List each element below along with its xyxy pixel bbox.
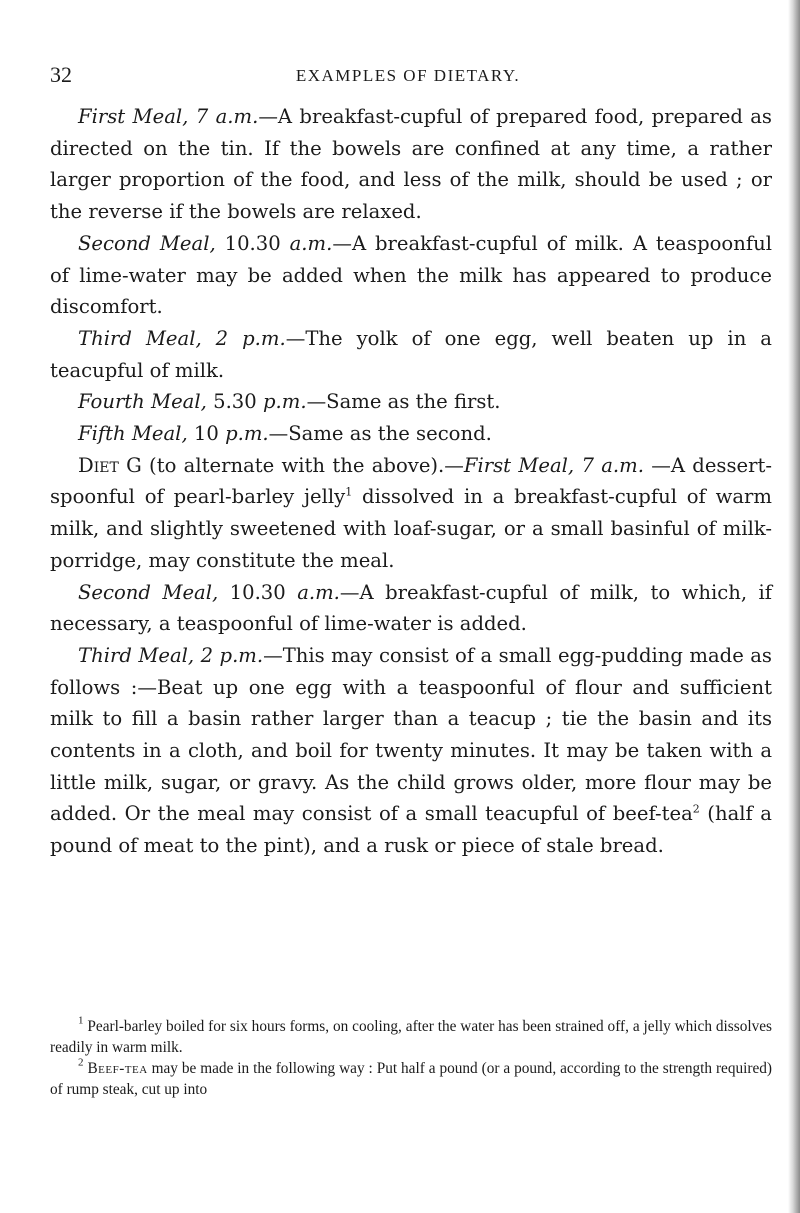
paragraph-text: —A breakfast-cupful of prepared food, prepared as directed on the tin. If the bowels are confined at any time, a rather larger proportion of the food, and less of the milk, should be used ; or the reverse if the bowels are relaxed. xyxy=(50,105,772,224)
page-header xyxy=(50,62,766,92)
meal-label: Third Meal, xyxy=(78,326,202,350)
paragraph-fourth-meal xyxy=(50,386,772,418)
paragraph-second-meal xyxy=(50,228,772,323)
page-edge-shadow xyxy=(788,0,800,1213)
footnote-mark: 2 xyxy=(78,1056,84,1069)
page-number: 32 xyxy=(50,62,72,87)
meal-label: Second Meal, xyxy=(78,580,219,604)
meal-hour: 10 xyxy=(187,422,226,446)
footnote-term: Beef-tea xyxy=(87,1060,148,1077)
paragraph-diet-g xyxy=(50,450,772,577)
paragraph-second-meal-g xyxy=(50,577,772,640)
paragraph-text: —Same as the first. xyxy=(306,390,501,414)
footnotes xyxy=(50,1016,772,1100)
meal-ampm: a.m. xyxy=(297,580,340,604)
footnote-text: Pearl-barley boiled for six hours forms, on cooling, after the water has been strained off, a jelly which dissolves readily in warm milk. xyxy=(50,1018,772,1056)
meal-label: Third Meal, xyxy=(78,643,195,667)
footnote-mark: 1 xyxy=(78,1014,84,1027)
running-head: EXAMPLES OF DIETARY. xyxy=(295,66,521,85)
paragraph-text: —A dessert-spoonful of pearl-barley jelly xyxy=(50,453,772,509)
meal-hour: 10.30 xyxy=(218,580,298,604)
paragraph-text: —This may consist of a small egg-pudding made as follows :—Beat up one egg with a teaspoonful of flour and sufficient milk to fill a basin rather larger than a teacup ; tie the basin and its contents in a cloth, and boil for twenty minutes. It may be taken with a little milk, sugar, or gravy. As the child grows older, more flour may be added. Or the meal may consist of a small teacupful of beef-tea xyxy=(50,643,772,826)
paragraph-third-meal xyxy=(50,323,772,386)
paragraph-text: —The yolk of one egg, well beaten up in a teacupful of milk. xyxy=(50,326,772,382)
paragraph-fifth-meal xyxy=(50,418,772,450)
body-text xyxy=(50,101,772,862)
paragraph-third-meal-g xyxy=(50,640,772,862)
footnote-ref-2: 2 xyxy=(692,802,700,816)
footnote-ref-1: 1 xyxy=(345,485,353,499)
footnote-2 xyxy=(50,1058,772,1100)
paragraph-text: (half a pound of meat to the pint), and a rusk or piece of stale bread. xyxy=(50,802,772,858)
meal-ampm: a.m. xyxy=(289,231,333,255)
meal-time: 7 a.m. xyxy=(188,105,259,128)
meal-time: 7 a.m. xyxy=(574,453,644,477)
meal-label: Fifth Meal, xyxy=(78,422,188,446)
meal-hour: 10.30 xyxy=(215,231,290,255)
meal-label: First Meal, xyxy=(78,105,189,128)
footnote-text: may be made in the following way : Put half a pound (or a pound, according to the strength required) of rump steak, cut up into xyxy=(50,1060,772,1098)
paragraph-first-meal xyxy=(50,101,772,228)
meal-hour: 5.30 xyxy=(206,390,263,414)
meal-time: 2 p.m. xyxy=(194,643,264,667)
paragraph-text: —A breakfast-cupful of milk, to which, if necessary, a teaspoonful of lime-water is added. xyxy=(50,580,772,636)
meal-ampm: p.m. xyxy=(262,390,307,414)
paragraph-text: —Same as the second. xyxy=(268,422,492,446)
meal-label: First Meal, xyxy=(463,453,575,477)
meal-time: 2 p.m. xyxy=(201,326,286,350)
diet-label: Diet xyxy=(78,453,119,477)
footnote-1 xyxy=(50,1016,772,1058)
meal-label: Fourth Meal, xyxy=(78,390,207,414)
paragraph-text: dissolved in a breakfast-cupful of warm milk, and slightly sweetened with loaf-sugar, or a small basinful of milk-porridge, may constitute the meal. xyxy=(50,485,772,572)
diet-lead: G (to alternate with the above).— xyxy=(118,453,464,477)
meal-label: Second Meal, xyxy=(78,231,216,255)
meal-ampm: p.m. xyxy=(225,422,269,446)
paragraph-text: —A breakfast-cupful of milk. A teaspoonful of lime-water may be added when the milk has appeared to produce discomfort. xyxy=(50,231,772,319)
